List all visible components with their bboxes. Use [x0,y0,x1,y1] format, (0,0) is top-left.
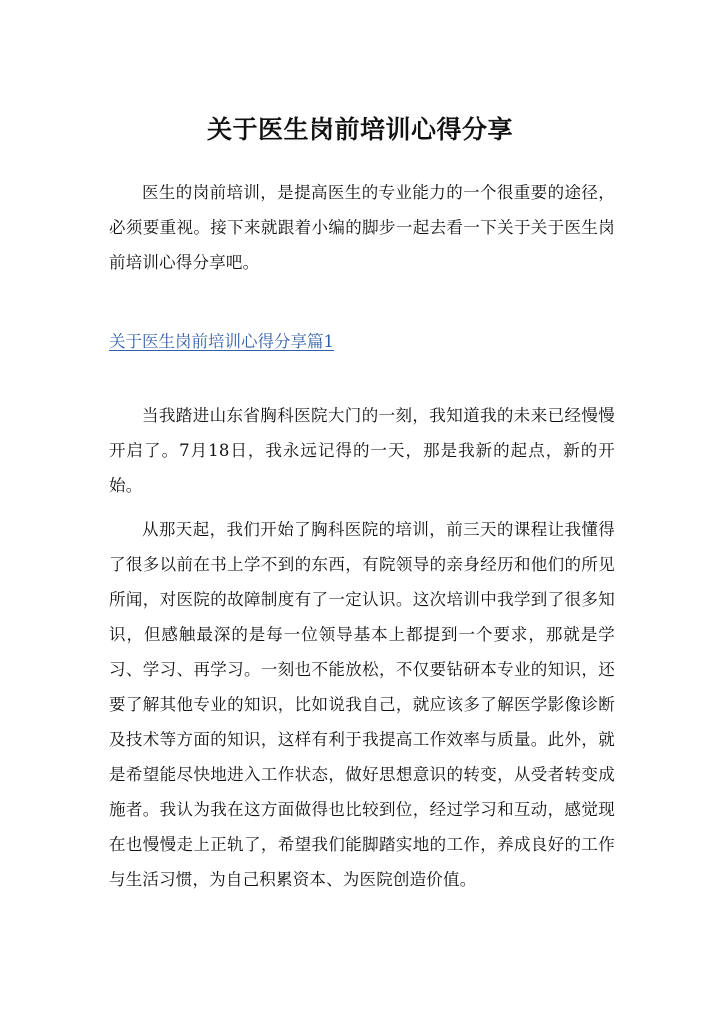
intro-paragraph: 医生的岗前培训，是提高医生的专业能力的一个很重要的途径，必须要重视。接下来就跟着小编的脚步一起去看一下关于关于医生岗前培训心得分享吧。 [109,183,615,272]
section-link-part-1[interactable]: 关于医生岗前培训心得分享篇1 [109,332,334,351]
body-paragraph-2: 从那天起，我们开始了胸科医院的培训，前三天的课程让我懂得了很多以前在书上学不到的东西，有院领导的亲身经历和他们的所见所闻，对医院的故障制度有了一定认识。这次培训中我学到了很多知识，但感触最深的是每一位领导基本上都提到一个要求，那就是学习、学习、再学习。一刻也不能放松，不仅要钻研本专业的知识，还要了解其他专业的知识，比如说我自己，就应该多了解医学影像诊断及技术等方面的知识，这样有利于我提高工作效率与质量。此外，就是希望能尽快地进入工作状态，做好思想意识的转变，从受者转变成施者。我认为我在这方面做得也比较到位，经过学习和互动，感觉现在也慢慢走上正轨了，希望我们能脚踏实地的工作，养成良好的工作与生活习惯，为自己积累资本、为医院创造价值。 [109,520,615,889]
page-title: 关于医生岗前培训心得分享 [206,115,513,144]
body-paragraph-1: 当我踏进山东省胸科医院大门的一刻，我知道我的未来已经慢慢开启了。7月18日，我永远记得的一天，那是我新的起点，新的开始。 [109,406,615,495]
